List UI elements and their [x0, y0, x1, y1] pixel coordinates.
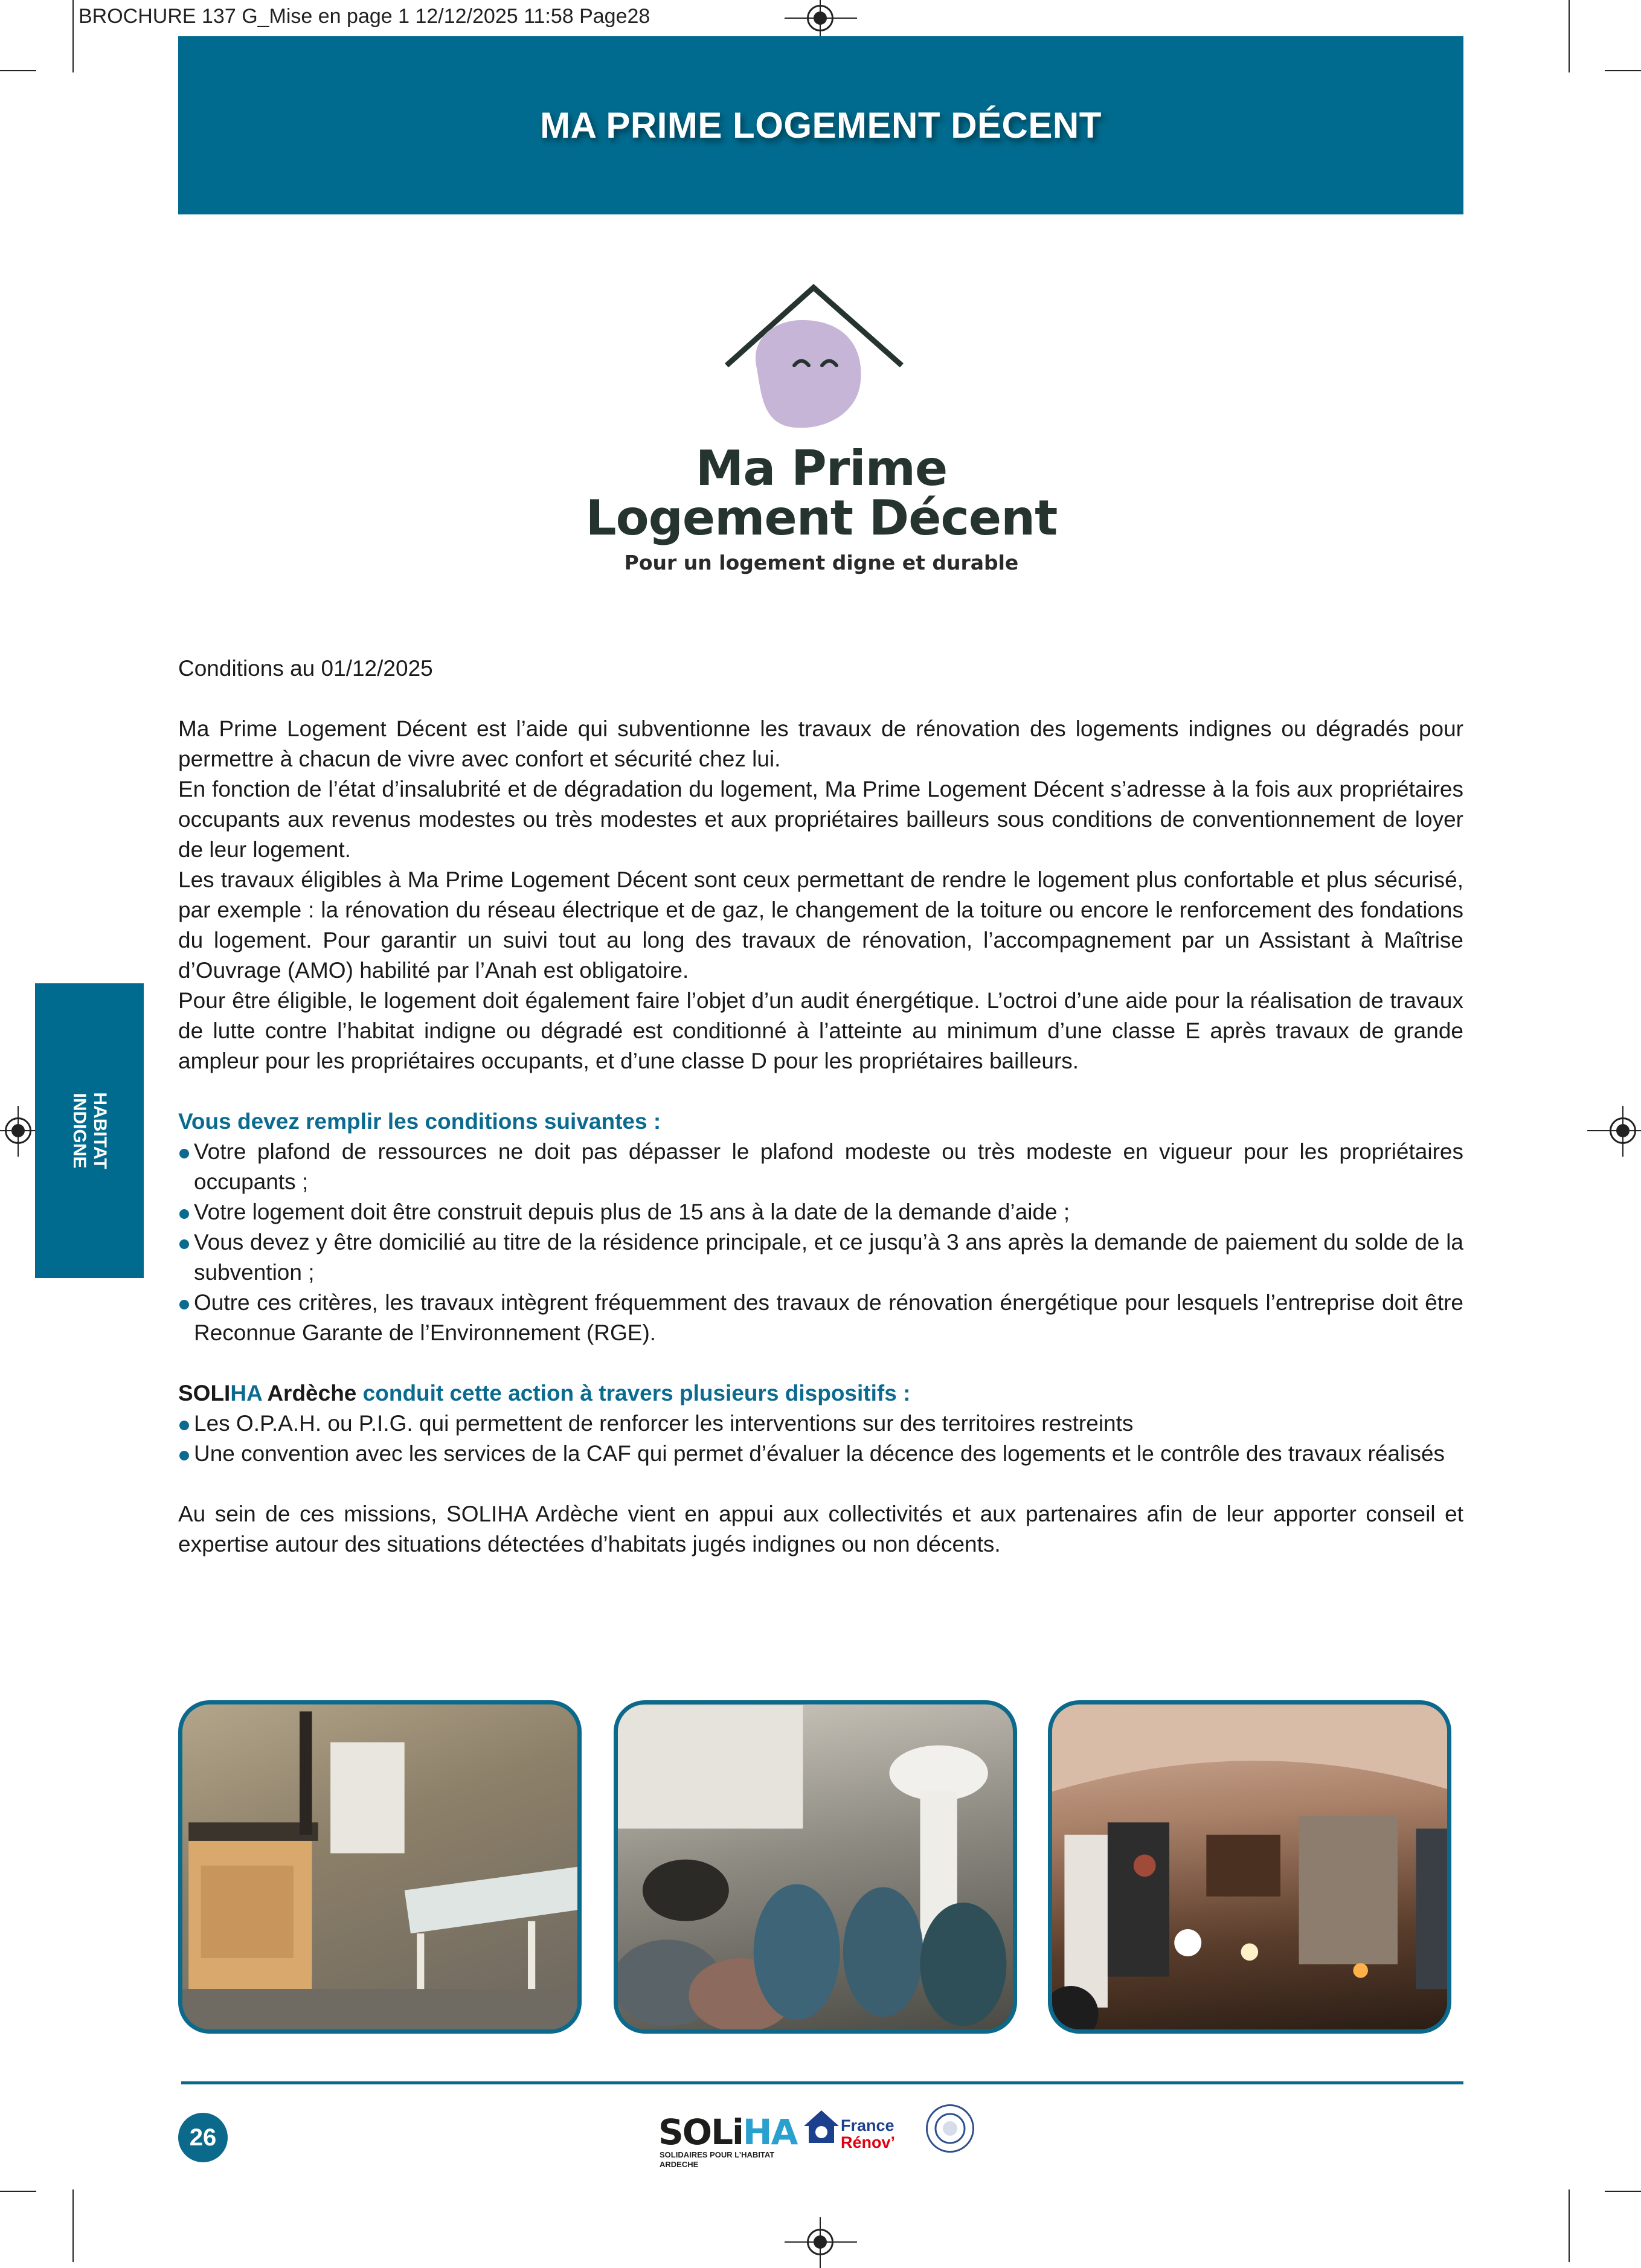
condition-item: Outre ces critères, les travaux intègrent fréquemment des travaux de rénovation énergétique pour lesquels l’entreprise doit être Reconnue Garante de l’Environnement (RGE). — [178, 1288, 1463, 1348]
logo-tagline: Pour un logement digne et durable — [624, 551, 1019, 574]
soliha-soli: SOLI — [178, 1381, 231, 1405]
print-slug: BROCHURE 137 G_Mise en page 1 12/12/2025 11:58 Page28 — [79, 5, 650, 28]
soliha-place: Ardèche — [262, 1381, 357, 1405]
crop-mark — [0, 70, 36, 71]
registration-mark-icon — [807, 2229, 833, 2255]
page-title: MA PRIME LOGEMENT DÉCENT — [540, 105, 1102, 146]
logo-title-line1: Ma Prime — [695, 440, 948, 496]
registration-mark-icon — [1610, 1117, 1636, 1144]
side-tab-line1: HABITAT — [90, 1092, 110, 1169]
dispositif-item: Une convention avec les services de la CAF qui permet d’évaluer la décence des logements et le contrôle des travaux réalisés — [178, 1439, 1463, 1469]
france-renov-line1: France — [841, 2116, 894, 2135]
photo-gas-bottles-drawing — [618, 1704, 1017, 2034]
crop-mark — [72, 2189, 74, 2262]
crop-mark — [1569, 0, 1570, 72]
photo-cellar-room-drawing — [1052, 1704, 1451, 2034]
logo-title-line2: Logement Décent — [585, 490, 1058, 546]
condition-item: Vous devez y être domicilié au titre de la résidence principale, et ce jusqu’à 3 ans après la demande de paiement du solde de la subvention ; — [178, 1227, 1463, 1288]
conditions-date: Conditions au 01/12/2025 — [178, 656, 433, 681]
header-band — [178, 36, 1463, 214]
footer-rule — [181, 2081, 1463, 2084]
photo-gas-bottles — [614, 1700, 1017, 2034]
paragraph: Ma Prime Logement Décent est l’aide qui subventionne les travaux de rénovation des logements indignes ou dégradés pour permettre à chacun de vivre avec confort et sécurité chez lui. — [178, 716, 1463, 771]
condition-item: Votre plafond de ressources ne doit pas dépasser le plafond modeste ou très modeste en vigueur pour les propriétaires occupants ; — [178, 1137, 1463, 1197]
photo-kitchen — [178, 1700, 582, 2034]
paragraph: Les travaux éligibles à Ma Prime Logement Décent sont ceux permettant de rendre le logement plus confortable et plus sécurisé, par exemple : la rénovation du réseau électrique et de gaz, le changement de la toiture ou encore le renforcement des fondations du logement. Pour garantir un suivi tout au long des travaux de rénovation, l’accompagnement par un Assistant à Maîtrise d’Ouvrage (AMO) habilité par l’Anah est obligatoire. — [178, 867, 1463, 983]
logo-title — [559, 440, 1084, 546]
crop-mark — [0, 2191, 36, 2192]
soliha-sub-line2: ARDECHE — [660, 2160, 699, 2169]
house-roof-icon — [559, 260, 1084, 441]
government-seal-icon — [926, 2104, 974, 2153]
soliha-ha: HA — [230, 1381, 262, 1405]
crop-mark — [1605, 2191, 1641, 2192]
side-tab-line2: INDIGNE — [69, 1093, 89, 1169]
soliha-logo-ha: HA — [742, 2112, 797, 2153]
soliha-heading — [178, 1378, 1463, 1409]
soliha-logo-subtitle — [660, 2150, 774, 2170]
paragraph: Pour être éligible, le logement doit également faire l’objet d’un audit énergétique. L’octroi d’une aide pour la réalisation de travaux de lutte contre l’habitat indigne ou dégradé est conditionné à l’atteinte au minimum d’une classe E après travaux de grande ampleur pour les propriétaires occupants, et d’une classe D pour les propriétaires bailleurs. — [178, 988, 1463, 1073]
france-renov-logo — [841, 2117, 895, 2151]
dispositif-item: Les O.P.A.H. ou P.I.G. qui permettent de renforcer les interventions sur des territoires restreints — [178, 1409, 1463, 1439]
soliha-logo-soli: SOLi — [658, 2112, 743, 2153]
crop-mark — [72, 0, 74, 72]
crop-mark — [1605, 70, 1641, 71]
registration-mark-icon — [807, 5, 833, 31]
photo-cellar-room — [1048, 1700, 1451, 2034]
side-tab-label — [69, 1092, 110, 1169]
soliha-sub-line1: SOLIDAIRES POUR L’HABITAT — [660, 2150, 775, 2159]
section-side-tab — [35, 983, 144, 1278]
page-number-badge: 26 — [178, 2113, 228, 2162]
condition-item: Votre logement doit être construit depuis plus de 15 ans à la date de la demande d’aide ; — [178, 1197, 1463, 1227]
closing-paragraph: Au sein de ces missions, SOLIHA Ardèche vient en appui aux collectivités et aux partenaires afin de leur apporter conseil et expertise autour des situations détectées d’habitats jugés indignes ou non décents. — [178, 1502, 1463, 1556]
soliha-logo — [658, 2112, 797, 2153]
photo-kitchen-drawing — [182, 1704, 582, 2034]
registration-mark-icon — [5, 1117, 31, 1144]
seal-inner-icon — [928, 2106, 972, 2151]
article-body — [178, 654, 1463, 1560]
france-renov-house-icon — [800, 2107, 843, 2149]
crop-mark — [1569, 2189, 1570, 2262]
soliha-heading-rest: conduit cette action à travers plusieurs dispositifs : — [356, 1381, 911, 1405]
conditions-heading: Vous devez remplir les conditions suivantes : — [178, 1109, 661, 1134]
paragraph: En fonction de l’état d’insalubrité et de dégradation du logement, Ma Prime Logement Décent s’adresse à la fois aux propriétaires occupants aux revenus modestes ou très modestes et aux propriétaires bailleurs sous conditions de conventionnement de loyer de leur logement. — [178, 777, 1463, 862]
france-renov-line2: Rénov’ — [841, 2133, 896, 2151]
